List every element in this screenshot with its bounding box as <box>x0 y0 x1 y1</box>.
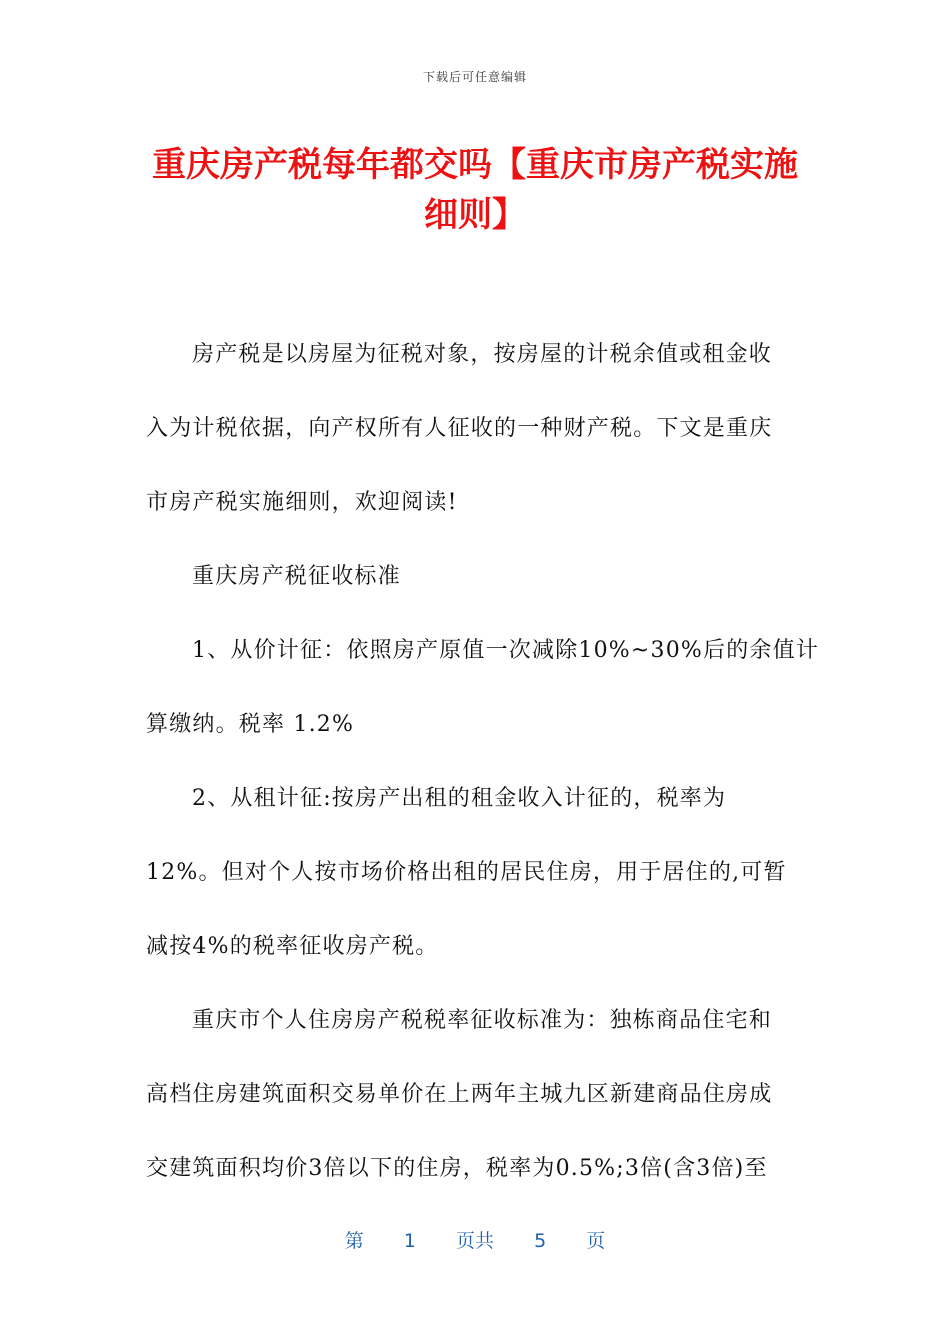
paragraph-line: 12%。但对个人按市场价格出租的居民住房，用于居住的,可暂 <box>146 860 787 885</box>
paragraph-line: 高档住房建筑面积交易单价在上两年主城九区新建商品住房成 <box>146 1082 773 1107</box>
footer-total-pages: 5 <box>534 1230 547 1252</box>
title-line-1: 重庆房产税每年都交吗【重庆市房产税实施 <box>152 145 798 185</box>
section-heading <box>146 540 806 614</box>
paragraph-line: 重庆房产税征收标准 <box>192 564 401 589</box>
paragraph-item-2 <box>146 762 806 984</box>
paragraph-rates <box>146 984 806 1206</box>
document-body <box>146 318 820 1206</box>
paragraph-line: 交建筑面积均价3倍以下的住房，税率为0.5%;3倍(含3倍)至 <box>146 1156 768 1181</box>
paragraph-line: 减按4%的税率征收房产税。 <box>146 934 439 959</box>
footer-suffix: 页 <box>586 1230 606 1252</box>
title-line-2: 细则】 <box>424 195 526 235</box>
footer-current-page: 1 <box>403 1230 416 1252</box>
paragraph-intro <box>146 318 806 540</box>
paragraph-line: 1、从价计征：依照房产原值一次减除10%~30%后的余值计 <box>192 638 820 663</box>
paragraph-item-1 <box>146 614 820 762</box>
footer-middle: 页共 <box>455 1230 494 1252</box>
footer-prefix: 第 <box>344 1230 364 1252</box>
paragraph-line: 重庆市个人住房房产税税率征收标准为：独栋商品住宅和 <box>192 1008 773 1033</box>
paragraph-line: 算缴纳。税率 1.2% <box>146 712 355 737</box>
paragraph-line: 入为计税依据，向产权所有人征收的一种财产税。下文是重庆 <box>146 416 773 441</box>
header-note: 下载后可任意编辑 <box>422 70 527 84</box>
paragraph-line: 2、从租计征:按房产出租的租金收入计征的，税率为 <box>192 786 727 811</box>
paragraph-line: 市房产税实施细则，欢迎阅读! <box>146 490 458 515</box>
page-footer <box>0 1226 950 1253</box>
paragraph-line: 房产税是以房屋为征税对象，按房屋的计税余值或租金收 <box>192 342 773 367</box>
document-title <box>140 140 810 240</box>
